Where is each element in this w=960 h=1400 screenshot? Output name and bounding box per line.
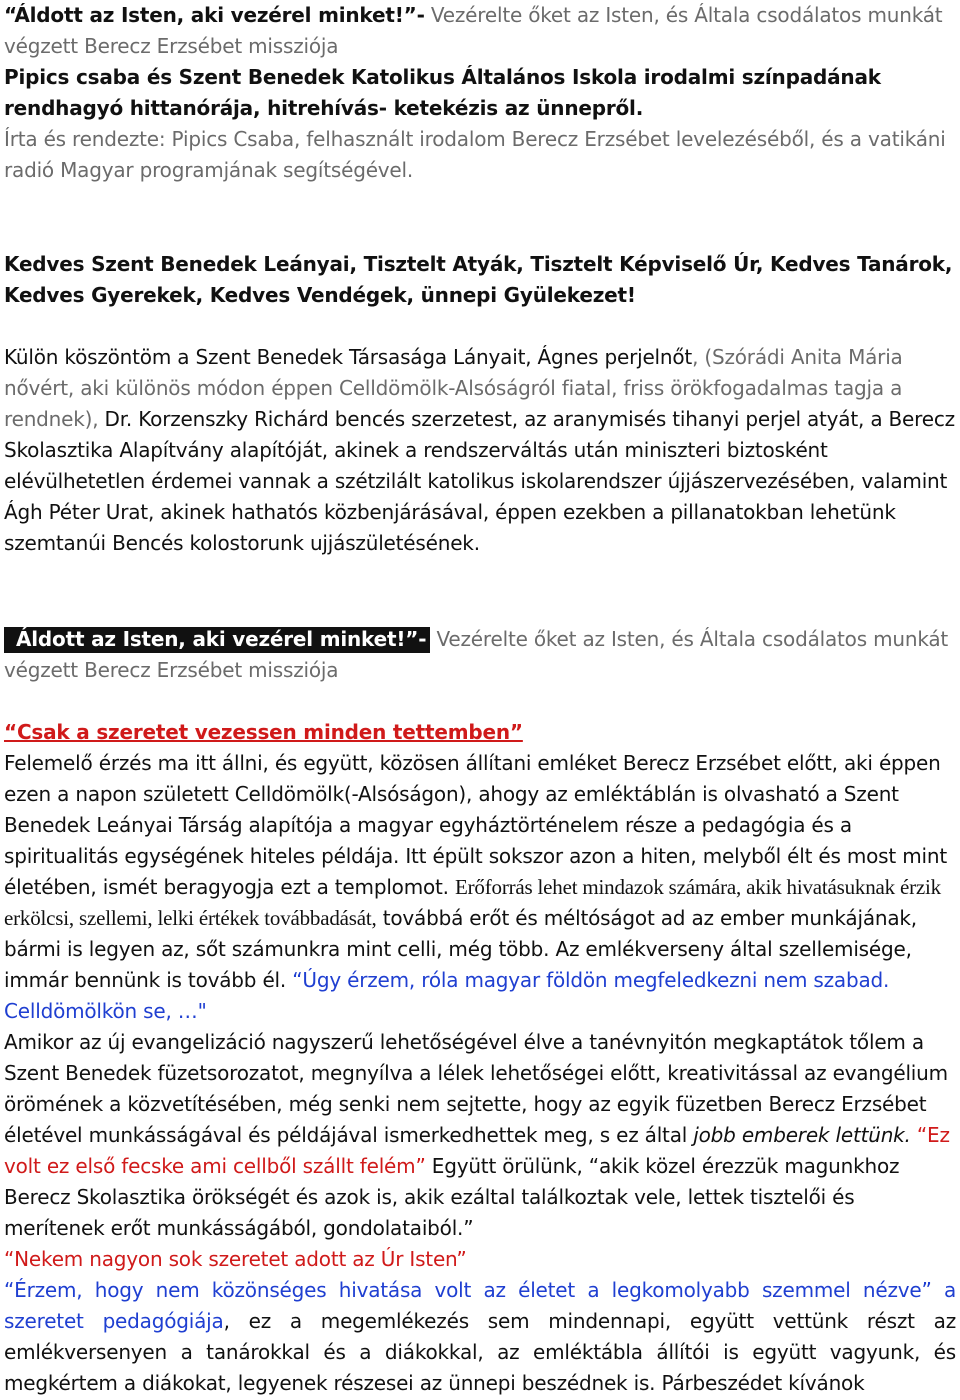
- body1-blue-quote: “Úgy érzem, róla magyar földön megfeledkezni nem szabad. Celldömölkön se, …": [4, 968, 890, 1023]
- credits-paragraph: Írta és rendezte: Pipics Csaba, felhasznált irodalom Berecz Erzsébet levelezéséből, és a vatikáni radió Magyar programjának segítségével.: [4, 127, 946, 182]
- body3-text: , ez a megemlékezés sem mindennapi, együtt vettünk részt az emlékversenyen a tanárokkal és a diákokkal, az emléktábla állítói is együtt vagyunk, és megkértem a diákokat, legyenek részesei az ünnepi beszédnek is. Párbeszédet kívánok: [4, 1309, 956, 1395]
- body-paragraph-2: [4, 1027, 956, 1244]
- welcome-paragraph: [4, 342, 956, 559]
- motto-line: [4, 717, 956, 748]
- body1-text-b: továbbá erőt és méltóságot ad az ember munkájának, bármi is legyen az, sőt számunkra mint celli, még több. Az emlékverseny által szellemisége, immár bennünk is tovább él.: [4, 906, 917, 992]
- welcome-part-1: Külön köszöntöm a Szent Benedek Társasága Lányait, Ágnes perjelnőt: [4, 345, 693, 369]
- title-bold: “Áldott az Isten, aki vezérel minket!”-: [4, 3, 425, 27]
- welcome-part-3: Dr. Korzenszky Richárd bencés szerzetest, az aranymisés tihanyi perjel atyát, a Berecz Skolasztika Alapítvány alapítóját, akinek a rendszerváltás után miniszteri biztosként elévülhetetlen érdemei vannak a szétzilált katolikus iskolarendszer újjászervezésében, valamint Ágh Péter Urat, akinek hathatós közbenjárásával, éppen ezekben a pillanatokban lehetünk szemtanúi Bencés kolostorunk ujjászületésének.: [4, 407, 955, 555]
- body-paragraph-1: [4, 748, 956, 1027]
- body3-blue-quote: “Érzem, hogy nem közönséges hivatása volt az életet a legkomolyabb szemmel nézve” a szeretet pedagógiája: [4, 1278, 956, 1333]
- body2-text-b: Együtt örülünk, “akik közel érezzük magunkhoz Berecz Skolasztika örökségét és azok is, akik ezáltal találkoztak vele, lettek tisztelői és merítenek erőt munkásságából, gondolataiból.”: [4, 1154, 900, 1240]
- document-subtitle: Pipics csaba és Szent Benedek Katolikus Általános Iskola irodalmi színpadának rendhagyó hittanórája, hitrehívás- ketekézis az ünnepről.: [4, 65, 881, 120]
- body1-serif-text: Erőforrás lehet mindazok számára, akik hivatásuknak érzik erkölcsi, szellemi, lelki értékek továbbadását,: [4, 875, 941, 930]
- section-heading-rest: Vezérelte őket az Isten, és Általa csodálatos munkát végzett Berecz Erzsébet missziója: [4, 627, 949, 682]
- motto-text: “Csak a szeretet vezessen minden tettemben”: [4, 720, 523, 744]
- red-quote-line: “Nekem nagyon sok szeretet adott az Úr Isten”: [4, 1247, 467, 1271]
- body2-italic: jobb emberek lettünk.: [693, 1123, 911, 1147]
- highlighted-title: Áldott az Isten, aki vezérel minket!”-: [4, 627, 430, 653]
- welcome-part-2: , (Szórádi Anita Mária nővért, aki különös módon éppen Celldömölk-Alsóságról fiatal, friss örökfogadalmas tagja a rendnek),: [4, 345, 903, 431]
- title-rest: Vezérelte őket az Isten, és Általa csodálatos munkát végzett Berecz Erzsébet missziója: [4, 3, 943, 58]
- section-heading: [4, 624, 956, 686]
- body2-text-a: Amikor az új evangelizáció nagyszerű lehetőségével élve a tanévnyitón megkaptátok tőlem a Szent Benedek füzetsorozatot, megnyílva a lélek lehetőségei előtt, kreativitással az evangélium örömének a közvetítésében, még senki nem sejtette, hogy az egyik füzetben Berecz Erzsébet életével munkásságával és példájával ismerkedhettek meg, s ez által: [4, 1030, 948, 1147]
- document-title: [4, 0, 956, 62]
- greeting-paragraph: Kedves Szent Benedek Leányai, Tisztelt Atyák, Tisztelt Képviselő Úr, Kedves Tanárok, Kedves Gyerekek, Kedves Vendégek, ünnepi Gyülekezet!: [4, 252, 953, 307]
- body2-red-quote: “Ez volt ez első fecske ami cellből szállt felém”: [4, 1123, 950, 1178]
- body-paragraph-3: [4, 1275, 956, 1399]
- body1-text-a: Felemelő érzés ma itt állni, és együtt, közösen állítani emléket Berecz Erzsébet előtt, aki éppen ezen a napon született Celldömölk(-Alsóságon), ahogy az emléktáblán is olvasható a Szent Benedek Leányai Társág alapítója a magyar egyháztörténelem része a pedagógia és a spiritualitás egységének hiteles példája. Itt épült sokszor azon a hiten, melyből élt és most mint életében, ismét beragyogja ezt a templomot.: [4, 751, 947, 899]
